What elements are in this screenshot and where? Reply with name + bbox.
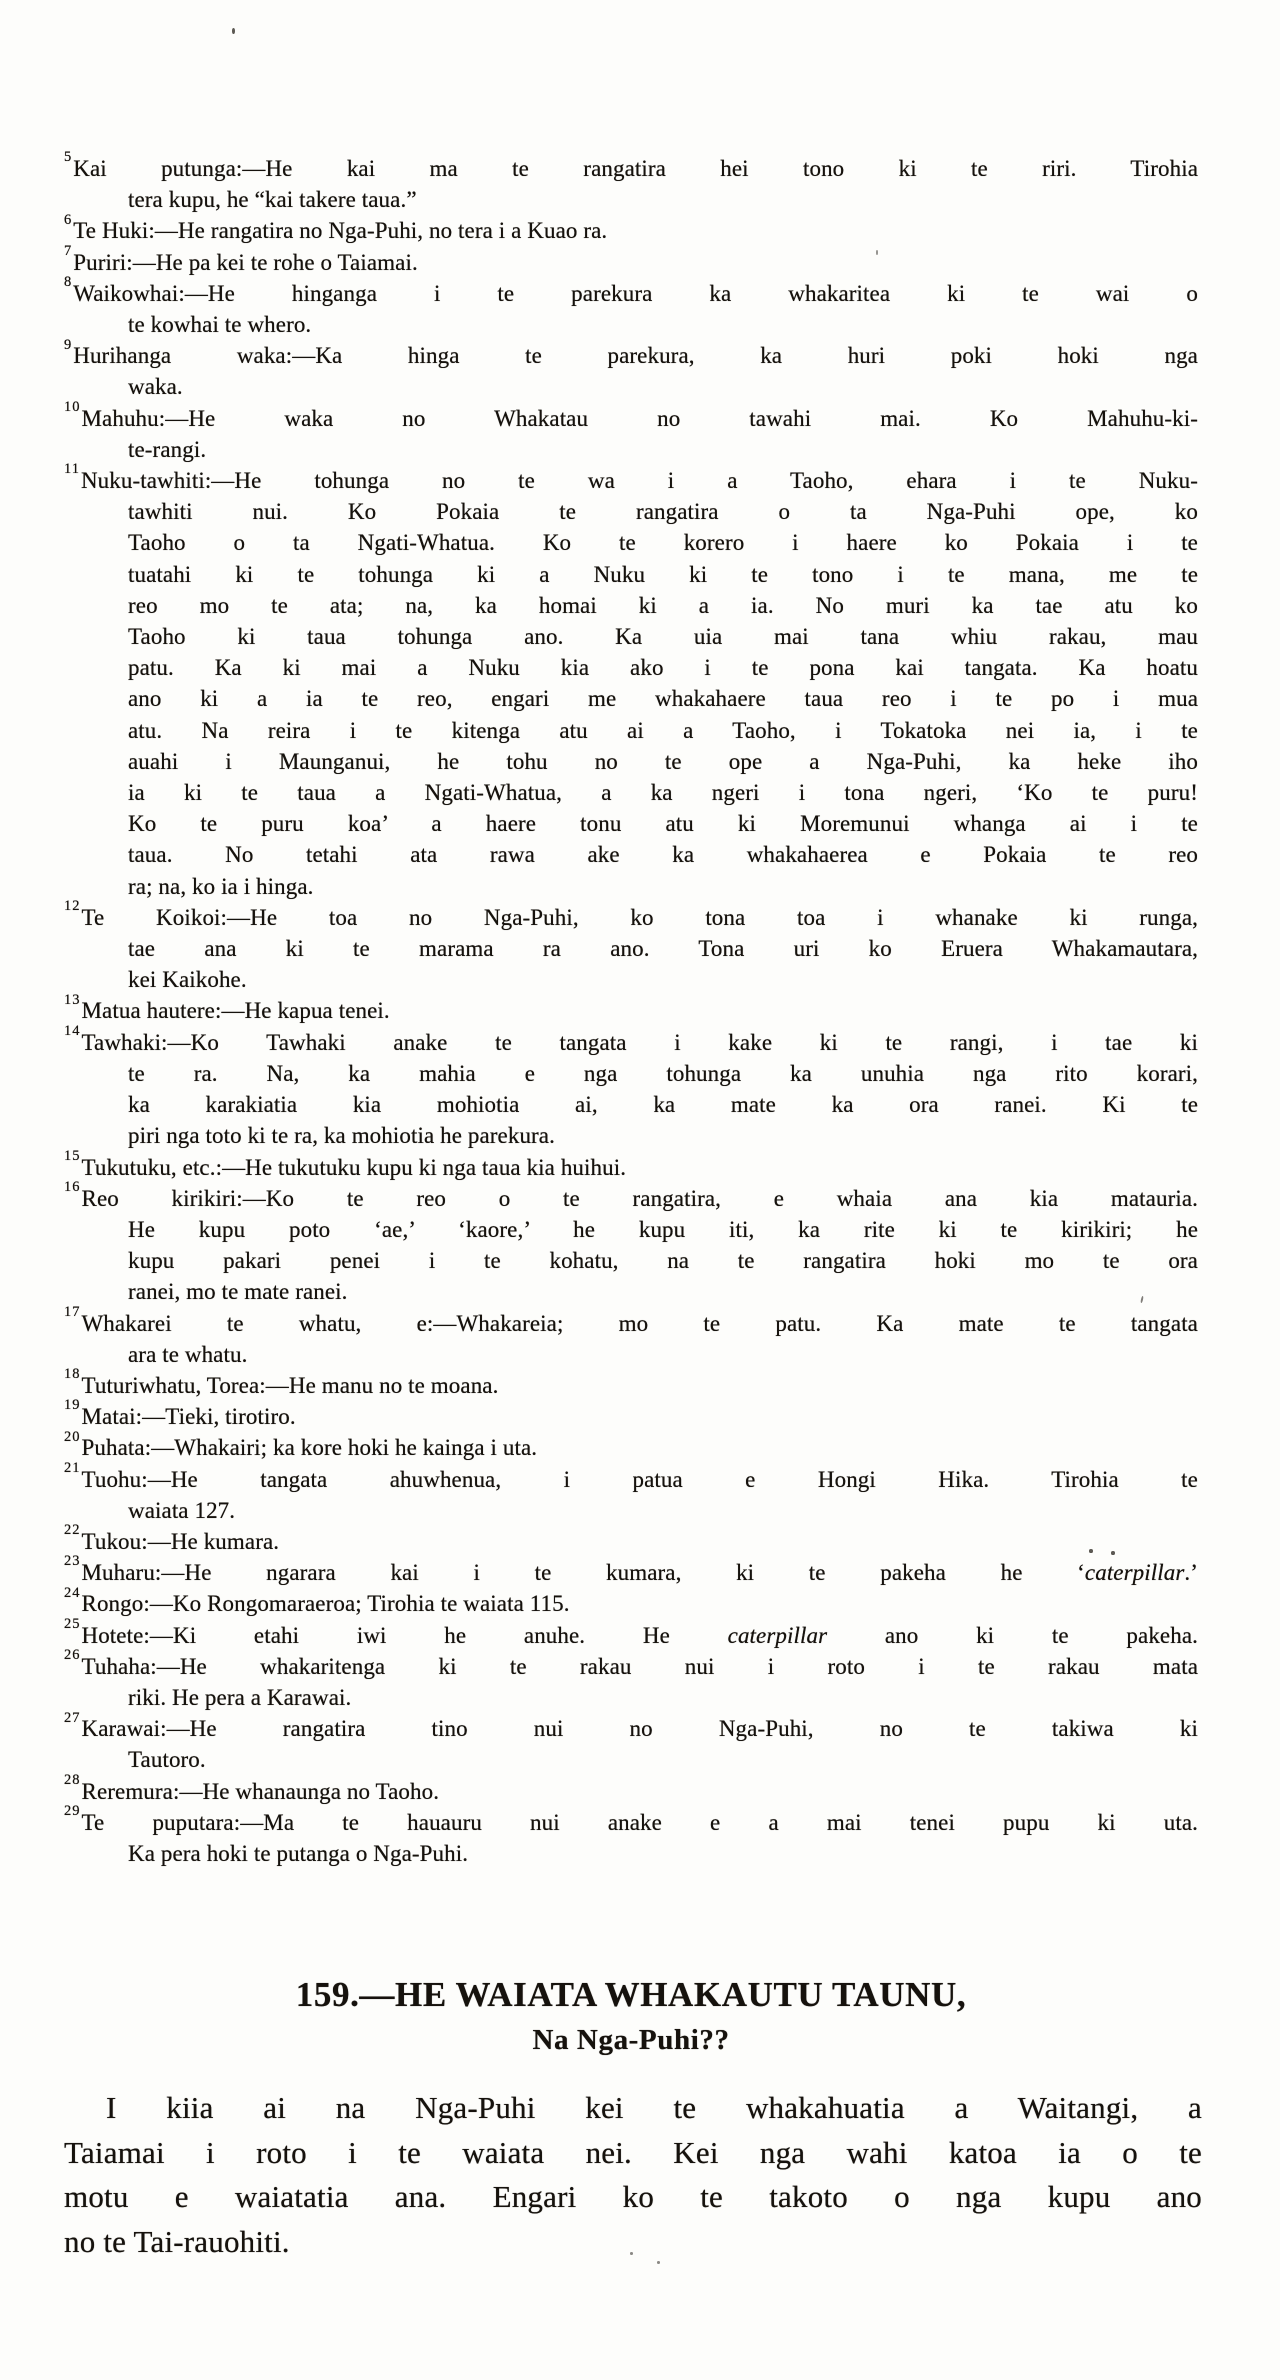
note-number: 18 [64, 1366, 81, 1383]
intro-paragraph [64, 2086, 1202, 2264]
note-item [64, 1303, 1198, 1370]
note-line: $^{25}$Hotete:—Ki etahi iwi he anuhe. He caterpillar ano ki te pakeha. [64, 1615, 1198, 1648]
note-line: Ka pera hoki te putanga o Nga-Puhi. [128, 1840, 469, 1866]
note-line: tawhiti nui. Ko Pokaia te rangatira o ta Nga-Puhi ope, ko [128, 499, 1198, 525]
note-item [64, 1647, 1198, 1713]
note-line: $^8$Waikowhai:—He hinganga i te parekura ka whakaritea ki te wai o [64, 274, 1198, 306]
note-line: te ra. Na, ka mahia e nga tohunga ka unuhia nga rito korari, [128, 1060, 1198, 1086]
note-item [64, 274, 1198, 340]
note-item [64, 1615, 1198, 1651]
note-line: waka. [128, 374, 183, 400]
note-line: ranei, mo te mate ranei. [128, 1279, 348, 1305]
note-item [64, 991, 1198, 1026]
scan-speck [1089, 1549, 1093, 1553]
note-line: $^{18}$Tuturiwhatu, Torea:—He manu no te moana. [64, 1366, 499, 1398]
note-number: 20 [64, 1428, 81, 1445]
note-line: Ko te puru koa’ a haere tonu atu ki Moremunui whanga ai i te [128, 811, 1198, 837]
scan-speck [232, 28, 235, 34]
note-line: tera kupu, he “kai takere taua.” [128, 187, 417, 213]
note-number: 8 [64, 274, 73, 291]
note-line: $^9$Hurihanga waka:—Ka hinga te parekura, ka huri poki hoki nga [64, 336, 1198, 369]
note-number: 25 [64, 1615, 81, 1632]
note-item [64, 898, 1198, 996]
note-item [64, 1428, 1198, 1463]
note-item [64, 1366, 1198, 1401]
note-number: 24 [64, 1584, 81, 1601]
note-line: ara te whatu. [128, 1341, 248, 1367]
note-number: 9 [64, 336, 73, 353]
note-line: $^{23}$Muharu:—He ngarara kai i te kumara, ki te pakeha he ‘caterpillar.’ [64, 1553, 1198, 1586]
notes-list [64, 149, 1198, 1869]
note-number: 14 [64, 1023, 81, 1040]
note-line: kupu pakari penei i te kohatu, na te rangatira hoki mo te ora [128, 1248, 1198, 1274]
note-item [64, 211, 1198, 246]
note-line: $^{13}$Matua hautere:—He kapua tenei. [64, 991, 390, 1024]
note-number: 6 [64, 211, 73, 228]
scan-speck [657, 2261, 660, 2264]
note-line: waiata 127. [128, 1497, 236, 1523]
note-line: $^{29}$Te puputara:—Ma te hauauru nui anake e a mai tenei pupu ki uta. [64, 1803, 1198, 1835]
note-item [64, 1459, 1198, 1526]
note-line: auahi i Maunganui, he tohu no te ope a Nga-Puhi, ka heke iho [128, 748, 1198, 774]
note-line: Taoho o ta Ngati-Whatua. Ko te korero i haere ko Pokaia i te [128, 530, 1198, 556]
note-number: 17 [64, 1303, 81, 1320]
note-line: $^{16}$Reo kirikiri:—Ko te reo o te rangatira, e whaia ana kia matauria. [64, 1179, 1198, 1211]
note-line: $^{27}$Karawai:—He rangatira tino nui no Nga-Puhi, no te takiwa ki [64, 1709, 1198, 1742]
note-line: Tautoro. [128, 1747, 206, 1773]
note-line: $^{14}$Tawhaki:—Ko Tawhaki anake te tangata i kake ki te rangi, i tae ki [64, 1023, 1198, 1055]
note-item [64, 1553, 1198, 1588]
note-item [64, 1023, 1198, 1152]
note-item [64, 1803, 1198, 1869]
note-item [64, 1709, 1198, 1775]
note-item [64, 242, 1198, 278]
note-line: ano ki a ia te reo, engari me whakahaere taua reo i te po i mua [128, 686, 1198, 712]
note-item [64, 1584, 1198, 1619]
note-line: He kupu poto ‘ae,’ ‘kaore,’ he kupu iti, ka rite ki te kirikiri; he [128, 1216, 1198, 1242]
note-number: 19 [64, 1397, 81, 1414]
note-line: $^{22}$Tukou:—He kumara. [64, 1522, 280, 1554]
note-number: 28 [64, 1771, 81, 1788]
note-item [64, 149, 1198, 215]
note-line: tuatahi ki te tohunga ki a Nuku ki te tono i te mana, me te [128, 561, 1198, 587]
section-subtitle: Na Nga-Puhi?? [532, 2024, 730, 2056]
note-number: 23 [64, 1553, 81, 1570]
intro-line: motu e waiatatia ana. Engari ko te takoto o nga kupu ano [64, 2179, 1202, 2214]
note-number: 22 [64, 1522, 81, 1539]
note-number: 27 [64, 1709, 81, 1726]
note-item [64, 1771, 1198, 1807]
note-number: 11 [64, 461, 80, 478]
note-line: $^{20}$Puhata:—Whakairi; ka kore hoki he kainga i uta. [64, 1428, 538, 1461]
note-line: reo mo te ata; na, ka homai ki a ia. No muri ka tae atu ko [128, 592, 1198, 618]
note-item [64, 1179, 1198, 1308]
note-line: taua. No tetahi ata rawa ake ka whakahaerea e Pokaia te reo [128, 842, 1198, 868]
note-number: 16 [64, 1179, 81, 1196]
note-line: $^5$Kai putunga:—He kai ma te rangatira hei tono ki te riri. Tirohia [64, 149, 1198, 181]
note-number: 21 [64, 1459, 81, 1476]
note-item [64, 1397, 1198, 1432]
note-number: 26 [64, 1647, 81, 1664]
section-heading [64, 1976, 1198, 2056]
note-line: te-rangi. [128, 436, 207, 462]
note-number: 10 [64, 398, 81, 415]
note-line: $^{21}$Tuohu:—He tangata ahuwhenua, i patua e Hongi Hika. Tirohia te [64, 1459, 1198, 1492]
intro-line: Taiamai i roto i te waiata nei. Kei nga wahi katoa ia o te [64, 2134, 1202, 2170]
note-item [64, 1522, 1198, 1557]
note-item [64, 1147, 1198, 1183]
note-line: $^{12}$Te Koikoi:—He toa no Nga-Puhi, ko tona toa i whanake ki runga, [64, 898, 1198, 930]
note-line: atu. Na reira i te kitenga atu ai a Taoho, i Tokatoka nei ia, i te [128, 717, 1198, 743]
note-line: $^{10}$Mahuhu:—He waka no Whakatau no tawahi mai. Ko Mahuhu-ki- [64, 398, 1198, 431]
note-number: 15 [64, 1147, 81, 1164]
scan-speck [630, 2252, 633, 2255]
note-line: patu. Ka ki mai a Nuku kia ako i te pona kai tangata. Ka hoatu [128, 655, 1198, 681]
note-number: 5 [64, 149, 73, 166]
note-line: ka karakiatia kia mohiotia ai, ka mate ka ora ranei. Ki te [128, 1092, 1198, 1118]
note-line: riki. He pera a Karawai. [128, 1684, 352, 1710]
note-line: $^{19}$Matai:—Tieki, tirotiro. [64, 1397, 296, 1430]
note-line: te kowhai te whero. [128, 312, 312, 338]
note-line: $^{15}$Tukutuku, etc.:—He tukutuku kupu ki nga taua kia huihui. [64, 1147, 627, 1180]
note-line: piri nga toto ki te ra, ka mohiotia he parekura. [128, 1123, 555, 1149]
note-line: $^{24}$Rongo:—Ko Rongomaraeroa; Tirohia te waiata 115. [64, 1584, 570, 1617]
note-line: ra; na, ko ia i hinga. [128, 873, 314, 899]
section-title: 159.—HE WAIATA WHAKAUTU TAUNU, [295, 1975, 967, 2014]
note-line: Taoho ki taua tohunga ano. Ka uia mai tana whiu rakau, mau [128, 624, 1198, 650]
intro-line: no te Tai-rauohiti. [64, 2223, 290, 2259]
note-line: $^{11}$Nuku-tawhiti:—He tohunga no te wa i a Taoho, ehara i te Nuku- [64, 461, 1198, 494]
note-item [64, 398, 1198, 465]
note-line: ia ki te taua a Ngati-Whatua, a ka ngeri i tona ngeri, ‘Ko te puru! [128, 780, 1198, 806]
note-line: $^{26}$Tuhaha:—He whakaritenga ki te rakau nui i roto i te rakau mata [64, 1647, 1198, 1679]
note-line: $^{17}$Whakarei te whatu, e:—Whakareia; mo te patu. Ka mate te tangata [64, 1303, 1198, 1336]
note-line: kei Kaikohe. [128, 967, 247, 993]
note-number: 29 [64, 1803, 81, 1820]
intro-line: I kiia ai na Nga-Puhi kei te whakahuatia a Waitangi, a [106, 2090, 1202, 2125]
note-number: 13 [64, 991, 81, 1008]
note-number: 12 [64, 898, 81, 915]
note-line: $^7$Puriri:—He pa kei te rohe o Taiamai. [64, 242, 418, 275]
note-line: $^6$Te Huki:—He rangatira no Nga-Puhi, no tera i a Kuao ra. [64, 211, 608, 244]
note-number: 7 [64, 242, 73, 259]
scan-speck [876, 250, 878, 255]
note-item [64, 336, 1198, 402]
note-item [64, 461, 1198, 902]
scan-speck [1111, 1551, 1115, 1555]
note-line: $^{28}$Reremura:—He whanaunga no Taoho. [64, 1771, 440, 1804]
note-line: tae ana ki te marama ra ano. Tona uri ko Eruera Whakamautara, [128, 936, 1198, 962]
